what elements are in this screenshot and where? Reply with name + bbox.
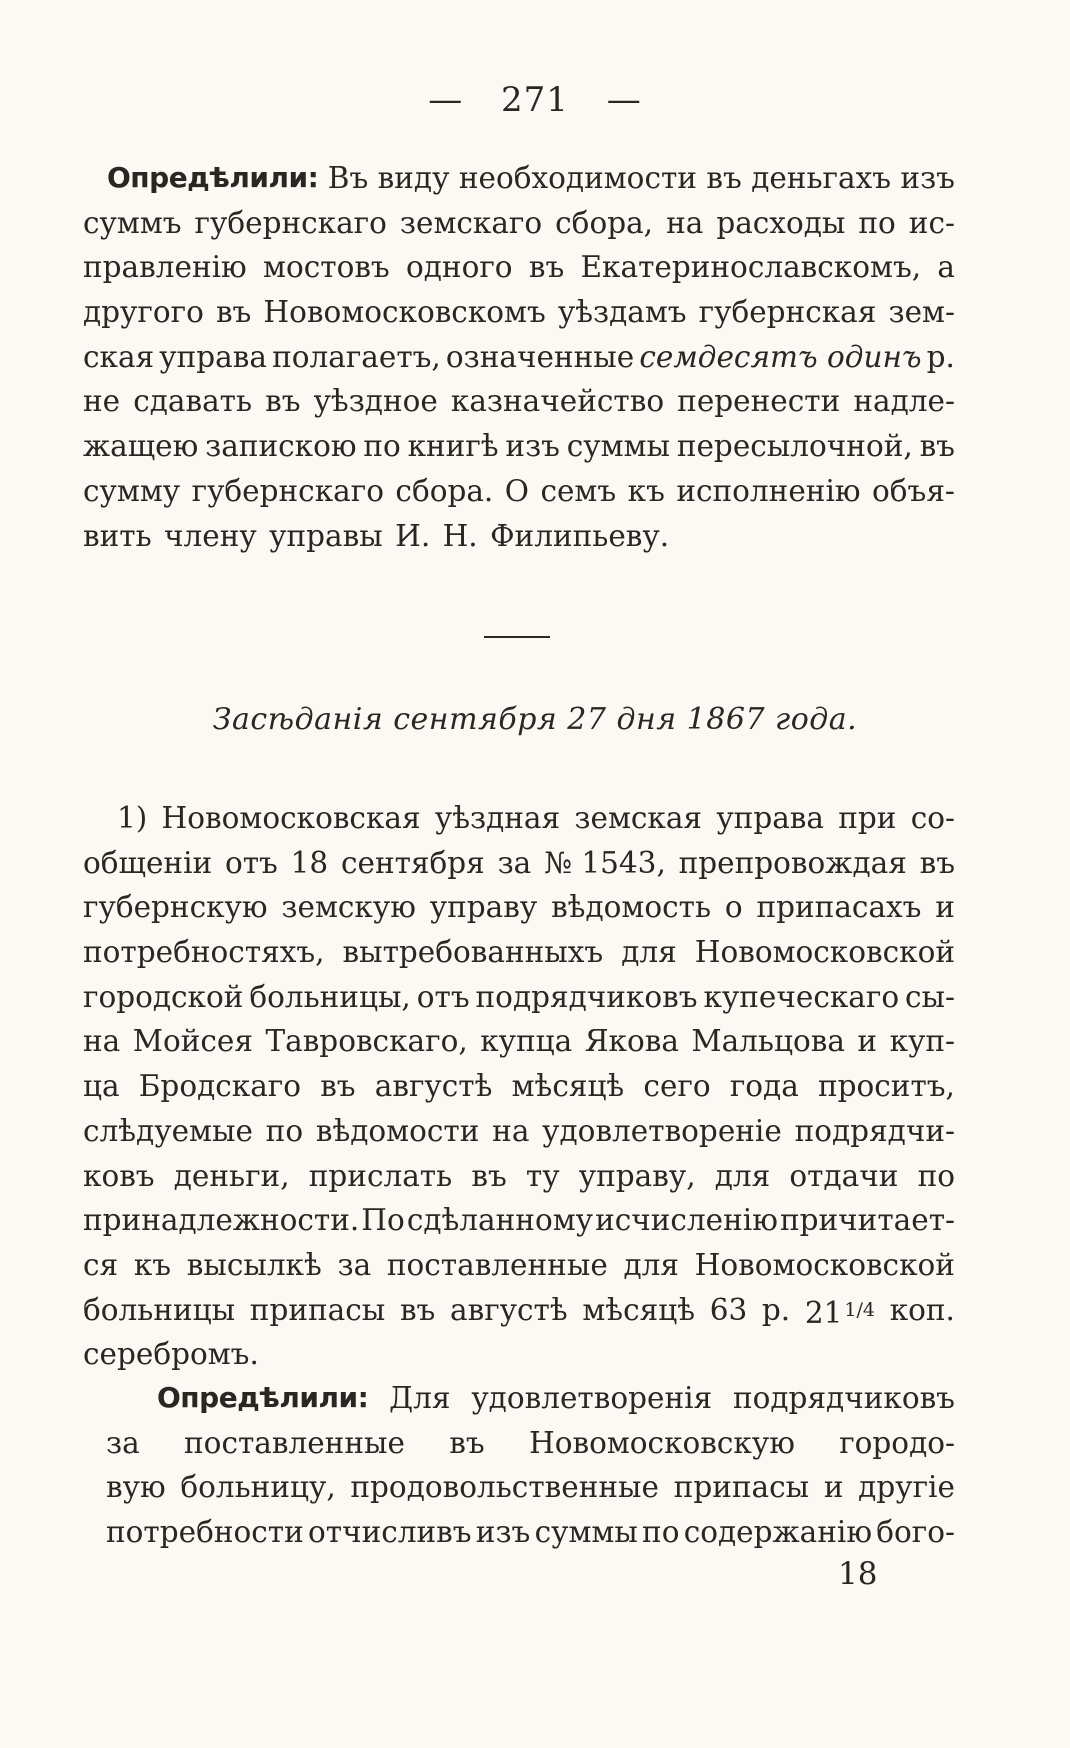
word: отчисливъ	[308, 1515, 472, 1550]
resolution-label: Опредѣлили:	[107, 161, 319, 194]
word: въ	[449, 1425, 485, 1460]
word: отъ	[416, 979, 470, 1014]
word: исполненію	[676, 473, 861, 508]
word: другіе	[858, 1470, 955, 1505]
word: жащею	[83, 429, 199, 464]
word: по	[917, 1158, 955, 1193]
word: надле-	[853, 384, 955, 419]
word: о	[724, 890, 743, 925]
word: ся	[83, 1247, 119, 1282]
word: земская	[574, 801, 703, 835]
word: для	[621, 935, 677, 970]
word: вить	[83, 518, 152, 553]
word: проситъ,	[817, 1069, 955, 1104]
word: По	[361, 1203, 405, 1238]
word: сего	[643, 1069, 711, 1104]
word: Мальцова	[691, 1024, 845, 1059]
word: 18	[290, 845, 329, 880]
word: подрядчи-	[794, 1113, 955, 1148]
text-line	[83, 379, 955, 424]
word: вѣдомости	[315, 1113, 480, 1148]
word: объя-	[872, 473, 955, 508]
word: мѣсяцѣ	[582, 1292, 695, 1327]
word: управы	[269, 518, 383, 553]
word: по	[858, 205, 896, 240]
word: въ	[528, 250, 565, 285]
word: въ	[919, 845, 955, 880]
text-line	[83, 1465, 955, 1510]
word: Новомосковской	[694, 1247, 955, 1282]
word: зем-	[888, 295, 955, 330]
word: необходимости	[458, 161, 697, 195]
word: ту	[525, 1158, 560, 1193]
word: 63	[709, 1292, 748, 1327]
word: земскаго	[399, 205, 543, 240]
word: по	[363, 429, 401, 464]
word: въ	[471, 1158, 507, 1193]
word: потребностяхъ,	[83, 935, 325, 970]
page-number: 271	[501, 80, 569, 120]
word: и	[935, 890, 955, 925]
text-line	[83, 1421, 955, 1466]
word: отъ	[224, 845, 278, 880]
word: губернскаго	[194, 205, 387, 240]
word: другого	[83, 295, 204, 330]
header-dash-left: —	[428, 80, 464, 120]
word: поставленные	[184, 1425, 405, 1460]
word: управа	[159, 339, 267, 374]
word: отдачи	[789, 1158, 899, 1193]
word: на	[492, 1113, 530, 1148]
word: управа	[716, 801, 824, 835]
section-divider	[484, 636, 550, 638]
fraction: 1/4	[844, 1298, 875, 1321]
word: въ	[399, 1292, 436, 1327]
word: въ	[919, 429, 955, 464]
word: года	[729, 1069, 799, 1104]
word: общеніи	[83, 845, 213, 880]
printer-signature-mark: 18	[838, 1556, 878, 1592]
word: куп-	[889, 1024, 955, 1059]
word: прислать	[308, 1158, 453, 1193]
word: больницу,	[180, 1470, 336, 1505]
word: уѣздная	[434, 801, 561, 835]
word: препровождая	[678, 845, 907, 880]
word: въ	[265, 384, 301, 419]
word: управу	[429, 890, 538, 925]
word: правленію	[83, 250, 247, 285]
word: вытребованныхъ	[342, 935, 604, 970]
word: 1)	[117, 801, 148, 835]
word: казначейство	[450, 384, 665, 419]
word: Для	[389, 1381, 451, 1415]
page-header	[0, 80, 1070, 120]
word: № 1543,	[544, 845, 666, 880]
text-line	[83, 930, 955, 975]
word: потребности	[106, 1515, 304, 1550]
word: серебромъ.	[83, 1337, 259, 1372]
word: за	[106, 1425, 140, 1460]
text-line	[83, 1198, 955, 1243]
word: исчисленію	[595, 1203, 778, 1238]
text-line	[83, 1154, 955, 1199]
word: суммы	[534, 1515, 638, 1550]
text-line	[83, 841, 955, 886]
text-line	[83, 1332, 955, 1377]
word: не	[83, 384, 121, 419]
word: удовлетворенія	[471, 1381, 713, 1415]
word: сдавать	[133, 384, 253, 419]
report-paragraph	[83, 796, 955, 1377]
text-line	[83, 514, 955, 559]
word: къ	[627, 473, 665, 508]
word: купеческаго	[703, 979, 900, 1014]
word: расходы	[716, 205, 846, 240]
word: губернская	[698, 295, 877, 330]
word: на	[666, 205, 704, 240]
word: къ	[133, 1247, 172, 1282]
word: и	[823, 1470, 844, 1505]
word: содержанію	[683, 1515, 873, 1550]
word: земскую	[281, 890, 416, 925]
resolution-label: Опредѣлили:	[157, 1381, 369, 1414]
word: запискою	[205, 429, 357, 464]
resolution-paragraph-1	[83, 156, 955, 558]
word: на	[83, 1024, 121, 1059]
text-line	[83, 424, 955, 469]
word: Въ	[327, 161, 369, 195]
word: сумму	[83, 473, 181, 508]
word: слѣдуемые	[83, 1113, 253, 1148]
word: причитает-	[779, 1203, 955, 1238]
word: Н.	[442, 518, 478, 553]
word: для	[623, 1247, 679, 1282]
word: означенные	[445, 339, 635, 374]
word: члену	[164, 518, 257, 553]
word: въ	[706, 161, 742, 195]
word: вѣдомость	[551, 890, 712, 925]
word: деньгахъ	[751, 161, 891, 195]
word: виду	[377, 161, 450, 195]
word: и	[857, 1024, 878, 1059]
word: О	[504, 473, 529, 508]
word: деньги,	[173, 1158, 290, 1193]
word: изъ	[900, 161, 955, 195]
word: перенести	[677, 384, 841, 419]
word: продовольственные	[350, 1470, 659, 1505]
word: Тавровскаго,	[265, 1024, 468, 1059]
word: больницы,	[249, 979, 411, 1014]
word: купца	[480, 1024, 573, 1059]
word: губернскаго	[191, 473, 384, 508]
word: суммы	[566, 429, 670, 464]
word: сбора.	[395, 473, 494, 508]
word: изъ	[505, 429, 560, 464]
word: сдѣланному	[406, 1203, 594, 1238]
word: р.	[926, 339, 955, 374]
text-line	[83, 885, 955, 930]
word: а	[937, 250, 955, 285]
text-line	[83, 796, 955, 841]
word: вую	[106, 1470, 166, 1505]
text-line	[83, 469, 955, 514]
word: Бродскаго	[138, 1069, 301, 1104]
word: подрядчиковъ	[475, 979, 698, 1014]
word: мѣсяцѣ	[511, 1069, 625, 1104]
word: р.	[761, 1292, 791, 1327]
word: Новомосковской	[694, 935, 955, 970]
word: припасы	[249, 1292, 386, 1327]
word: въ	[215, 295, 252, 330]
word: ца	[83, 1069, 120, 1104]
word: 21 $^{1/4}$	[804, 1295, 875, 1330]
word: августѣ	[450, 1292, 568, 1327]
word: городо-	[839, 1425, 955, 1460]
word: удовлетвореніе	[542, 1113, 782, 1148]
word: губернскую	[83, 890, 268, 925]
text-line	[83, 1510, 955, 1555]
text-line	[83, 1243, 955, 1288]
section-title: Засѣданія сентября 27 дня 1867 года.	[212, 702, 858, 737]
word: суммъ	[83, 205, 182, 240]
word: Екатеринославскомъ,	[580, 250, 922, 285]
word: ис-	[908, 205, 955, 240]
word: изъ	[475, 1515, 531, 1550]
text-line	[83, 245, 955, 290]
word: управу,	[578, 1158, 696, 1193]
word: полагаетъ,	[272, 339, 441, 374]
word: бого-	[876, 1515, 955, 1550]
word: августѣ	[374, 1069, 493, 1104]
word: книгѣ	[407, 429, 499, 464]
word: городской	[83, 979, 244, 1014]
text-line	[83, 201, 955, 246]
word: подрядчиковъ	[732, 1381, 955, 1415]
word: И.	[395, 518, 431, 553]
word: сбора,	[555, 205, 654, 240]
word: пересылочной,	[676, 429, 913, 464]
word: за	[337, 1247, 372, 1282]
text-line	[83, 1109, 955, 1154]
word: Мойсея	[132, 1024, 253, 1059]
word: въ	[320, 1069, 356, 1104]
word: коп.	[889, 1292, 955, 1327]
word: сентября	[340, 845, 485, 880]
word: по	[265, 1113, 304, 1148]
text-line	[83, 975, 955, 1020]
word: Филипьеву.	[490, 518, 670, 553]
word: Якова	[584, 1024, 679, 1059]
word: со-	[910, 801, 955, 835]
text-line	[83, 156, 955, 201]
word: сы-	[905, 979, 955, 1014]
word: высылкѣ	[186, 1247, 322, 1282]
text-line	[83, 335, 955, 380]
word: при	[838, 801, 897, 835]
word: больницы	[83, 1292, 236, 1327]
word: ковъ	[83, 1158, 155, 1193]
word: припасахъ	[756, 890, 922, 925]
text-line	[83, 1019, 955, 1064]
word: одного	[405, 250, 513, 285]
header-dash-right: —	[606, 80, 642, 120]
word: уѣздамъ	[557, 295, 687, 330]
text-line	[83, 1288, 955, 1333]
text-line	[83, 1376, 955, 1421]
word: Новомосковская	[161, 801, 421, 835]
word: семъ	[540, 473, 617, 508]
word: Новомосковскую	[528, 1425, 795, 1460]
word: Новомосковскомъ	[263, 295, 546, 330]
word: ская	[83, 339, 155, 374]
word: поставленные	[386, 1247, 608, 1282]
word: принадлежности.	[83, 1203, 360, 1238]
text-line	[83, 290, 955, 335]
resolution-paragraph-2	[83, 1376, 955, 1555]
text-line	[83, 1064, 955, 1109]
word: припасы	[673, 1470, 810, 1505]
word: для	[714, 1158, 771, 1193]
word: уѣздное	[313, 384, 438, 419]
word: за	[497, 845, 532, 880]
word: мостовъ	[263, 250, 390, 285]
word: семдесятъ одинъ	[639, 339, 922, 374]
word: по	[642, 1515, 680, 1550]
